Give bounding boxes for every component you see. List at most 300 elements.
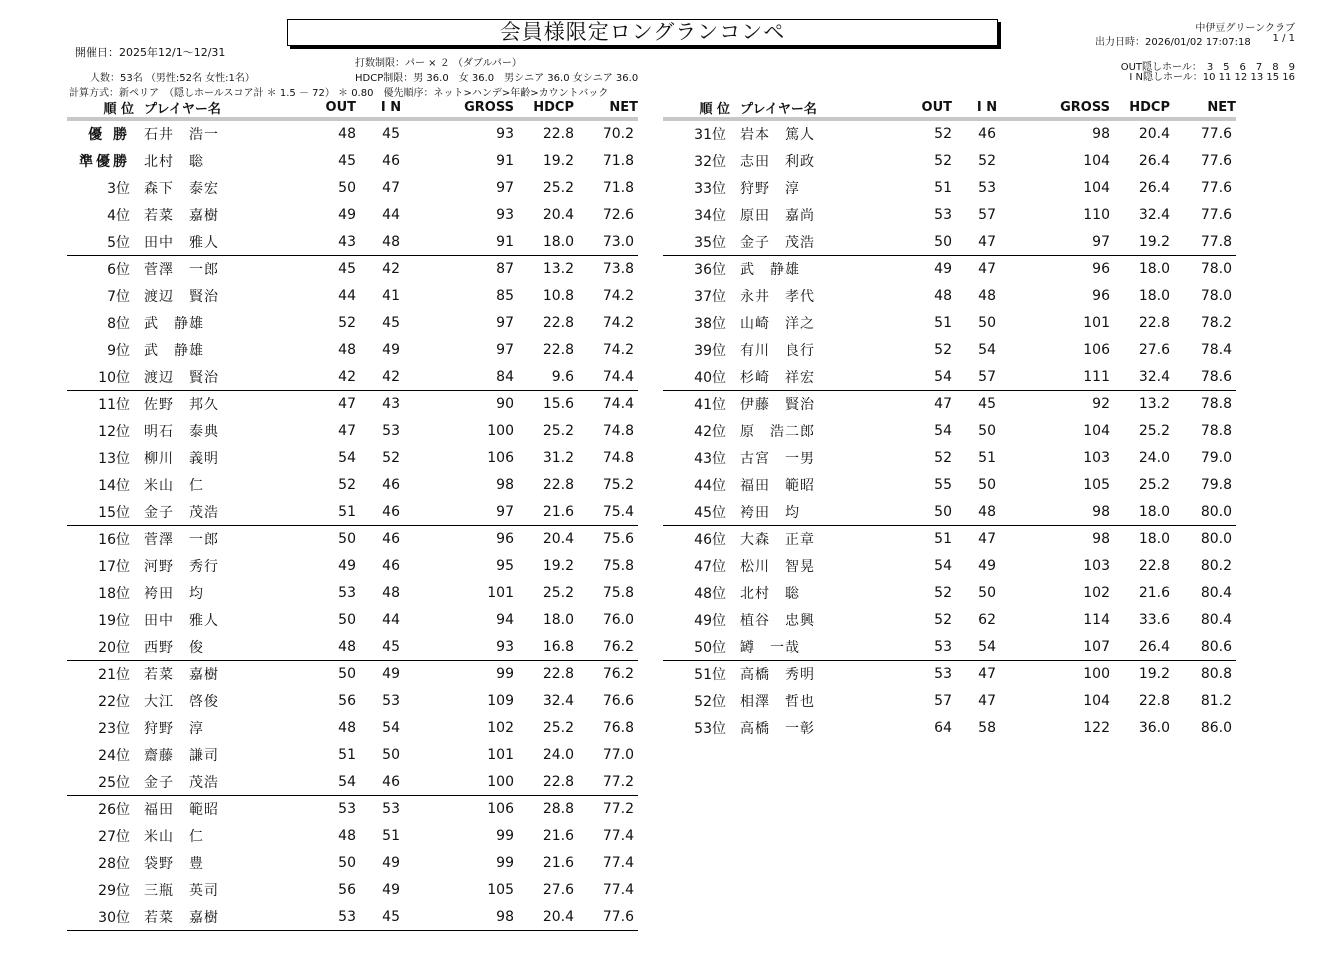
net-score-cell: 78.8 (1200, 396, 1232, 413)
out-score-cell: 64 (934, 719, 952, 736)
table-row (67, 255, 638, 282)
calc-method: 計算方式：新ペリア （隠しホールスコア計 ＊ 1.5 － 72） ＊ 0.80 優先順序：ネット>ハンデ>年齢>カウントバック (69, 88, 609, 99)
hdcp-cell: 20.4 (514, 903, 574, 930)
hdcp-cell: 18.0 (542, 611, 574, 628)
table-row (663, 175, 1236, 202)
col-gross: GROSS (426, 97, 514, 119)
output-datetime: 出力日時：2026/01/02 17:07:18 (1095, 37, 1251, 48)
player-name-cell: 北村 聡 (144, 154, 204, 171)
rank-cell: 19位 (98, 612, 130, 629)
net-score-cell: 75.8 (602, 558, 634, 575)
table-row (663, 310, 1236, 337)
player-name-cell: 相澤 哲也 (740, 694, 815, 711)
in-score-cell: 57 (978, 206, 996, 223)
rank-cell: 45位 (663, 498, 730, 525)
player-name-cell: 大森 正章 (740, 532, 815, 549)
gross-score-cell: 100 (487, 423, 514, 440)
in-score-cell: 49 (382, 666, 400, 683)
out-score-cell: 56 (338, 693, 356, 710)
gross-score-cell: 87 (496, 261, 514, 278)
out-score-cell: 52 (934, 126, 952, 143)
player-name-cell: 三瓶 英司 (144, 882, 219, 899)
out-score-cell: 51 (304, 498, 356, 525)
net-score-cell: 74.8 (602, 423, 634, 440)
table-row (67, 445, 638, 472)
gross-score-cell: 85 (496, 288, 514, 305)
player-name-cell: 河野 秀行 (144, 559, 219, 576)
net-score-cell: 75.8 (602, 584, 634, 601)
out-score-cell: 54 (934, 558, 952, 575)
in-score-cell: 48 (382, 584, 400, 601)
in-score-cell: 43 (382, 396, 400, 413)
net-score-cell: 77.0 (602, 746, 634, 763)
out-score-cell: 48 (338, 341, 356, 358)
hidden-holes-in: I N隠しホール：10 11 12 13 15 16 (1129, 72, 1295, 83)
rank-cell: 36位 (694, 262, 726, 279)
net-score-cell: 80.4 (1200, 584, 1232, 601)
hdcp-cell: 25.2 (542, 179, 574, 196)
out-score-cell: 45 (338, 153, 356, 170)
table-row (67, 903, 638, 930)
rank-cell: 35位 (663, 228, 730, 255)
out-score-cell: 50 (900, 228, 952, 255)
in-score-cell: 42 (356, 363, 426, 390)
table-row (67, 580, 638, 607)
player-name-cell: 大江 啓俊 (144, 694, 219, 711)
hdcp-cell: 18.0 (1110, 498, 1170, 525)
player-name-cell: 金子 茂浩 (134, 498, 304, 525)
player-name-cell: 有川 良行 (740, 342, 815, 359)
player-name-cell: 若菜 嘉樹 (134, 903, 304, 930)
gross-score-cell: 122 (1083, 719, 1110, 736)
table-row (67, 606, 638, 633)
table-row (663, 283, 1236, 310)
table-row (663, 525, 1236, 552)
player-name-cell: 武 静雄 (740, 262, 800, 279)
out-score-cell: 51 (934, 179, 952, 196)
table-row (67, 768, 638, 795)
in-score-cell: 50 (978, 584, 996, 601)
gross-score-cell: 100 (426, 768, 514, 795)
rank-cell: 4位 (107, 207, 130, 224)
gross-score-cell: 91 (496, 153, 514, 170)
gross-score-cell: 90 (496, 396, 514, 413)
hdcp-cell: 20.4 (542, 531, 574, 548)
rank-cell: 41位 (694, 397, 726, 414)
hidden-holes-out: OUT隠しホール： 3 5 6 7 8 9 (1120, 62, 1295, 73)
rank-cell: 12位 (98, 424, 130, 441)
rank-cell: 49位 (694, 612, 726, 629)
net-score-cell: 80.8 (1200, 666, 1232, 683)
player-name-cell: 高橋 秀明 (740, 667, 815, 684)
player-name-cell: 袴田 均 (144, 585, 204, 602)
net-score-cell: 81.2 (1200, 693, 1232, 710)
rank-cell: 10位 (67, 363, 134, 390)
rank-cell: 50位 (663, 633, 730, 660)
player-name-cell: 若菜 嘉樹 (144, 207, 219, 224)
results-table-left (67, 97, 638, 931)
rank-cell: 20位 (67, 633, 134, 660)
table-row (663, 148, 1236, 175)
out-score-cell: 48 (338, 719, 356, 736)
net-score-cell: 77.6 (574, 903, 638, 930)
table-row (663, 606, 1236, 633)
in-score-cell: 50 (978, 314, 996, 331)
rank-cell: 48位 (694, 585, 726, 602)
hdcp-cell: 31.2 (542, 449, 574, 466)
hdcp-cell: 19.2 (1138, 666, 1170, 683)
out-score-cell: 47 (338, 423, 356, 440)
col-hdcp: HDCP (514, 97, 574, 119)
out-score-cell: 51 (338, 746, 356, 763)
table-row (663, 445, 1236, 472)
table-row (663, 580, 1236, 607)
in-score-cell: 46 (356, 768, 426, 795)
table-row (663, 390, 1236, 417)
net-score-cell: 77.6 (1200, 179, 1232, 196)
net-score-cell: 76.0 (602, 611, 634, 628)
net-score-cell: 77.4 (602, 854, 634, 871)
rank-cell: 46位 (694, 532, 726, 549)
table-row (663, 119, 1236, 148)
report-title: 会員様限定ロングランコンペ (287, 19, 998, 46)
hdcp-cell: 20.4 (542, 206, 574, 223)
gross-score-cell: 106 (1083, 341, 1110, 358)
player-name-cell: 菅澤 一郎 (144, 532, 219, 549)
in-score-cell: 54 (978, 341, 996, 358)
table-row (67, 553, 638, 580)
rank-cell: 18位 (98, 585, 130, 602)
out-score-cell: 56 (338, 881, 356, 898)
net-score-cell: 76.2 (574, 633, 638, 660)
rank-cell: 37位 (694, 289, 726, 306)
net-score-cell: 76.2 (602, 666, 634, 683)
player-name-cell: 松川 智晃 (740, 559, 815, 576)
col-net: NET (1170, 97, 1236, 119)
net-score-cell: 77.4 (602, 881, 634, 898)
col-hdcp: HDCP (1110, 97, 1170, 119)
gross-score-cell: 105 (487, 881, 514, 898)
rank-cell: 優 勝 (88, 127, 130, 144)
player-name-cell: 高橋 一彰 (740, 720, 815, 737)
player-name-cell: 山崎 洋之 (740, 315, 815, 332)
hdcp-cell: 33.6 (1138, 611, 1170, 628)
hdcp-cell: 19.2 (542, 153, 574, 170)
gross-score-cell: 110 (1083, 206, 1110, 223)
player-name-cell: 原 浩二郎 (740, 424, 815, 441)
table-row (67, 336, 638, 363)
in-score-cell: 46 (382, 153, 400, 170)
rank-cell: 15位 (67, 498, 134, 525)
in-score-cell: 53 (382, 423, 400, 440)
in-score-cell: 42 (382, 261, 400, 278)
net-score-cell: 74.2 (602, 341, 634, 358)
rank-cell: 52位 (694, 694, 726, 711)
out-score-cell: 55 (934, 476, 952, 493)
out-score-cell: 45 (338, 261, 356, 278)
out-score-cell: 52 (338, 476, 356, 493)
net-score-cell: 79.0 (1200, 449, 1232, 466)
in-score-cell: 47 (382, 179, 400, 196)
table-row (663, 255, 1236, 282)
hdcp-limit: HDCP制限：男 36.0 女 36.0 男シニア 36.0 女シニア 36.0 (355, 73, 639, 84)
rank-cell: 17位 (98, 559, 130, 576)
net-score-cell: 75.6 (602, 531, 634, 548)
player-name-cell: 袋野 豊 (144, 855, 204, 872)
out-score-cell: 42 (304, 363, 356, 390)
table-row (67, 390, 638, 417)
gross-score-cell: 99 (496, 666, 514, 683)
in-score-cell: 57 (952, 363, 1022, 390)
in-score-cell: 48 (356, 228, 426, 255)
rank-cell: 44位 (694, 477, 726, 494)
table-row (663, 228, 1236, 255)
net-score-cell: 80.0 (1200, 531, 1232, 548)
table-row (67, 715, 638, 742)
out-score-cell: 53 (304, 903, 356, 930)
gross-score-cell: 103 (1083, 558, 1110, 575)
out-score-cell: 49 (338, 206, 356, 223)
out-score-cell: 53 (900, 633, 952, 660)
hdcp-cell: 22.8 (514, 768, 574, 795)
out-score-cell: 52 (934, 341, 952, 358)
player-name-cell: 杉崎 祥宏 (730, 363, 900, 390)
out-score-cell: 53 (338, 584, 356, 601)
hdcp-cell: 18.0 (1138, 288, 1170, 305)
hdcp-cell: 21.6 (542, 828, 574, 845)
in-score-cell: 49 (382, 881, 400, 898)
gross-score-cell: 95 (496, 558, 514, 575)
in-score-cell: 54 (952, 633, 1022, 660)
in-score-cell: 53 (382, 693, 400, 710)
hdcp-cell: 18.0 (1138, 261, 1170, 278)
col-rank: 順 位 (67, 97, 134, 119)
rank-cell: 47位 (694, 559, 726, 576)
out-score-cell: 50 (338, 611, 356, 628)
hdcp-cell: 32.4 (542, 693, 574, 710)
net-score-cell: 78.6 (1170, 363, 1236, 390)
gross-score-cell: 101 (487, 584, 514, 601)
player-name-cell: 原田 嘉尚 (740, 207, 815, 224)
hdcp-cell: 25.2 (542, 423, 574, 440)
gross-score-cell: 97 (496, 179, 514, 196)
in-score-cell: 45 (382, 126, 400, 143)
gross-score-cell: 109 (487, 693, 514, 710)
net-score-cell: 78.8 (1200, 423, 1232, 440)
hdcp-cell: 13.2 (542, 261, 574, 278)
rank-cell: 16位 (98, 532, 130, 549)
hdcp-cell: 21.6 (542, 854, 574, 871)
rank-cell: 34位 (694, 207, 726, 224)
in-score-cell: 48 (978, 288, 996, 305)
net-score-cell: 77.2 (574, 768, 638, 795)
net-score-cell: 75.2 (602, 476, 634, 493)
hdcp-cell: 26.4 (1138, 179, 1170, 196)
in-score-cell: 47 (978, 666, 996, 683)
player-name-cell: 金子 茂浩 (134, 768, 304, 795)
table-row (67, 525, 638, 552)
player-name-cell: 武 静雄 (144, 342, 204, 359)
out-score-cell: 50 (900, 498, 952, 525)
col-player: プレイヤー名 (730, 97, 900, 119)
in-score-cell: 45 (978, 396, 996, 413)
rank-cell: 5位 (67, 228, 134, 255)
gross-score-cell: 111 (1022, 363, 1110, 390)
in-score-cell: 48 (952, 498, 1022, 525)
in-score-cell: 58 (978, 719, 996, 736)
gross-score-cell: 98 (1092, 126, 1110, 143)
table-row (663, 336, 1236, 363)
rank-cell: 32位 (694, 154, 726, 171)
col-gross: GROSS (1022, 97, 1110, 119)
net-score-cell: 78.0 (1200, 288, 1232, 305)
player-name-cell: 武 静雄 (144, 315, 204, 332)
table-row (67, 660, 638, 687)
stroke-limit: 打数制限：パー × ２ （ダブルパー） (355, 58, 522, 69)
rank-cell: 43位 (694, 450, 726, 467)
in-score-cell: 52 (382, 449, 400, 466)
net-score-cell: 76.8 (602, 719, 634, 736)
player-name-cell: 若菜 嘉樹 (144, 667, 219, 684)
net-score-cell: 74.2 (602, 288, 634, 305)
table-row (663, 471, 1236, 498)
rank-cell: 53位 (694, 720, 726, 737)
hdcp-cell: 24.0 (1138, 449, 1170, 466)
in-score-cell: 44 (382, 611, 400, 628)
out-score-cell: 53 (934, 666, 952, 683)
hdcp-cell: 22.8 (1138, 693, 1170, 710)
player-name-cell: 田中 雅人 (134, 228, 304, 255)
rank-cell: 24位 (98, 747, 130, 764)
gross-score-cell: 98 (496, 476, 514, 493)
gross-score-cell: 104 (1083, 153, 1110, 170)
table-row (663, 498, 1236, 525)
net-score-cell: 74.4 (574, 363, 638, 390)
table-row (663, 715, 1236, 742)
rank-cell: 38位 (694, 315, 726, 332)
out-score-cell: 49 (934, 261, 952, 278)
gross-score-cell: 104 (1083, 423, 1110, 440)
out-score-cell: 43 (304, 228, 356, 255)
col-in: I N (356, 97, 426, 119)
in-score-cell: 50 (978, 423, 996, 440)
hdcp-cell: 32.4 (1138, 206, 1170, 223)
rank-cell: 29位 (98, 882, 130, 899)
table-row (663, 633, 1236, 660)
table-row (67, 310, 638, 337)
player-name-cell: 明石 泰典 (144, 424, 219, 441)
out-score-cell: 50 (338, 179, 356, 196)
in-score-cell: 45 (382, 314, 400, 331)
page-number: 1 / 1 (1272, 33, 1295, 44)
net-score-cell: 71.8 (602, 179, 634, 196)
in-score-cell: 46 (356, 498, 426, 525)
player-name-cell: 福田 範昭 (144, 802, 219, 819)
table-row (67, 148, 638, 175)
in-score-cell: 46 (382, 476, 400, 493)
player-count: 人数：53名 （男性:52名 女性:1名） (90, 73, 255, 84)
hdcp-cell: 28.8 (542, 801, 574, 818)
player-name-cell: 田中 雅人 (144, 612, 219, 629)
net-score-cell: 74.8 (602, 449, 634, 466)
out-score-cell: 54 (900, 363, 952, 390)
out-score-cell: 48 (934, 288, 952, 305)
rank-cell: 33位 (694, 180, 726, 197)
gross-score-cell: 98 (1022, 498, 1110, 525)
gross-score-cell: 96 (1092, 288, 1110, 305)
hdcp-cell: 36.0 (1138, 719, 1170, 736)
rank-cell: 26位 (98, 802, 130, 819)
out-score-cell: 52 (934, 611, 952, 628)
net-score-cell: 78.2 (1200, 314, 1232, 331)
hdcp-cell: 27.6 (1138, 341, 1170, 358)
table-row (67, 498, 638, 525)
player-name-cell: 米山 仁 (144, 829, 204, 846)
rank-cell: 11位 (98, 397, 130, 414)
player-name-cell: 米山 仁 (144, 477, 204, 494)
out-score-cell: 50 (338, 531, 356, 548)
rank-cell: 27位 (98, 829, 130, 846)
out-score-cell: 47 (338, 396, 356, 413)
in-score-cell: 47 (978, 531, 996, 548)
table-header (67, 97, 638, 119)
out-score-cell: 51 (934, 314, 952, 331)
hdcp-cell: 13.2 (1138, 396, 1170, 413)
net-score-cell: 74.4 (602, 396, 634, 413)
out-score-cell: 48 (338, 126, 356, 143)
net-score-cell: 74.2 (602, 314, 634, 331)
gross-score-cell: 99 (496, 828, 514, 845)
gross-score-cell: 93 (496, 126, 514, 143)
in-score-cell: 50 (382, 746, 400, 763)
gross-score-cell: 97 (496, 314, 514, 331)
table-row (67, 823, 638, 850)
rank-cell: 22位 (98, 694, 130, 711)
table-row (663, 660, 1236, 687)
in-score-cell: 53 (978, 179, 996, 196)
rank-cell: 3位 (107, 180, 130, 197)
net-score-cell: 80.6 (1170, 633, 1236, 660)
net-score-cell: 72.6 (602, 206, 634, 223)
hdcp-cell: 19.2 (1110, 228, 1170, 255)
rank-cell: 6位 (107, 262, 130, 279)
gross-score-cell: 101 (487, 746, 514, 763)
table-row (67, 119, 638, 148)
player-name-cell: 志田 利政 (740, 154, 815, 171)
hdcp-cell: 22.8 (542, 476, 574, 493)
player-name-cell: 齋藤 謙司 (144, 747, 219, 764)
gross-score-cell: 98 (426, 903, 514, 930)
hdcp-cell: 22.8 (542, 666, 574, 683)
net-score-cell: 80.2 (1200, 558, 1232, 575)
col-rank: 順 位 (663, 97, 730, 119)
net-score-cell: 79.8 (1200, 476, 1232, 493)
player-name-cell: 袴田 均 (730, 498, 900, 525)
rank-cell: 39位 (694, 342, 726, 359)
hdcp-cell: 22.8 (1138, 314, 1170, 331)
gross-score-cell: 102 (487, 719, 514, 736)
net-score-cell: 77.6 (1200, 206, 1232, 223)
player-name-cell: 金子 茂浩 (730, 228, 900, 255)
gross-score-cell: 98 (1092, 531, 1110, 548)
hdcp-cell: 10.8 (542, 288, 574, 305)
gross-score-cell: 106 (487, 801, 514, 818)
in-score-cell: 47 (978, 693, 996, 710)
table-row (67, 283, 638, 310)
out-score-cell: 49 (338, 558, 356, 575)
gross-score-cell: 96 (496, 531, 514, 548)
table-row (67, 633, 638, 660)
